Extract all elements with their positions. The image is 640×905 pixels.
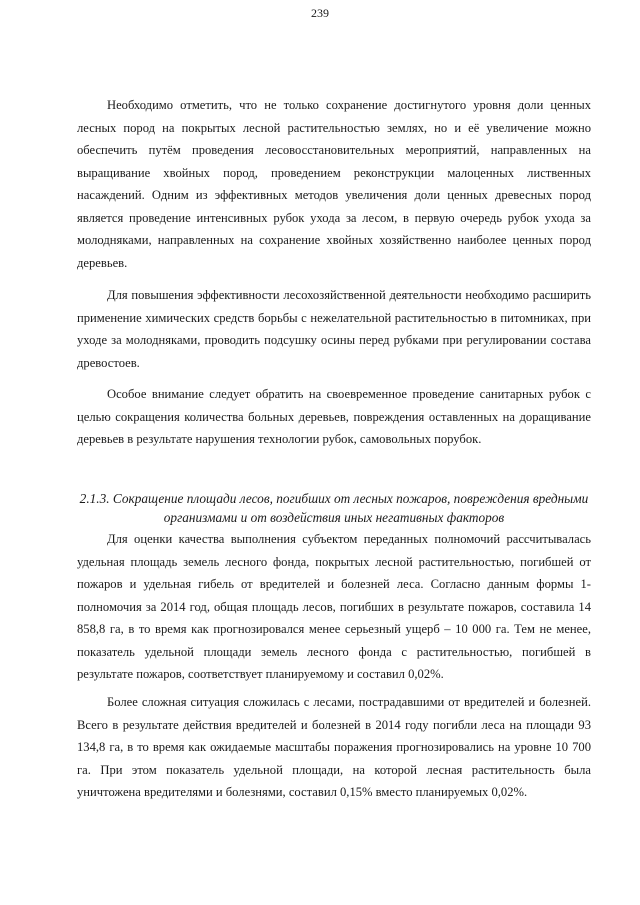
intro-paragraph-2-block — [77, 284, 591, 374]
intro-paragraph-1-block — [77, 94, 591, 274]
paragraph-pest-losses: Более сложная ситуация сложилась с лесами, пострадавшими от вредителей и болезней. Всего в результате действия вредителей и болезней в 2014 году погибли леса на площади 93 134,8 га, в то время как ожидаемые масштабы поражения прогнозировались на уровне 10 700 га. При этом показатель удельной площади, на которой лесная растительность была уничтожена вредителями и болезнями, составил 0,15% вместо планируемых 0,02%. — [77, 695, 591, 799]
section-paragraph-2-block — [77, 691, 591, 804]
paragraph-fire-losses: Для оценки качества выполнения субъектом переданных полномочий рассчитывалась удельная площадь земель лесного фонда, покрытых лесной растительностью, погибшей от пожаров и удельная гибель от вредителей и болезней леса. Согласно данным формы 1-полномочия за 2014 год, общая площадь лесов, погибших в результате пожаров, составила 14 858,8 га, в то время как прогнозировался менее серьезный ущерб – 10 000 га. Тем не менее, показатель удельной площади земель лесного фонда с растительностью, погибшей в результате пожаров, соответствует планируемому и составил 0,02%. — [77, 532, 591, 681]
intro-paragraph-3-block — [77, 383, 591, 451]
page-number: 239 — [311, 6, 329, 20]
paragraph-lesovosstanovlenie: Необходимо отметить, что не только сохранение достигнутого уровня доли ценных лесных пород на покрытых лесной растительностью землях, но и её увеличение можно обеспечить путём проведения лесовосстановительных мероприятий, направленных на выращивание хвойных пород, проведением реконструкции малоценных лиственных насаждений. Одним из эффективных методов увеличения доли ценных древесных пород является проведение интенсивных рубок ухода за лесом, в первую очередь рубок ухода за молодняками, направленных на сохранение хвойных хозяйственно наиболее ценных пород деревьев. — [77, 98, 591, 270]
section-paragraph-1-block — [77, 528, 591, 686]
paragraph-chemical-control: Для повышения эффективности лесохозяйственной деятельности необходимо расширить применение химических средств борьбы с нежелательной растительностью в питомниках, при уходе за молодняками, проводить подсушку осины перед рубками при регулировании состава древостоев. — [77, 288, 591, 370]
paragraph-sanitary-felling: Особое внимание следует обратить на своевременное проведение санитарных рубок с целью сокращения количества больных деревьев, повреждения оставленных на доращивание деревьев в результате нарушения технологии рубок, самовольных порубок. — [77, 387, 591, 446]
section-heading: 2.1.3. Сокращение площади лесов, погибших от лесных пожаров, повреждения вредными организмами и от воздействия иных негативных факторов — [79, 491, 589, 525]
